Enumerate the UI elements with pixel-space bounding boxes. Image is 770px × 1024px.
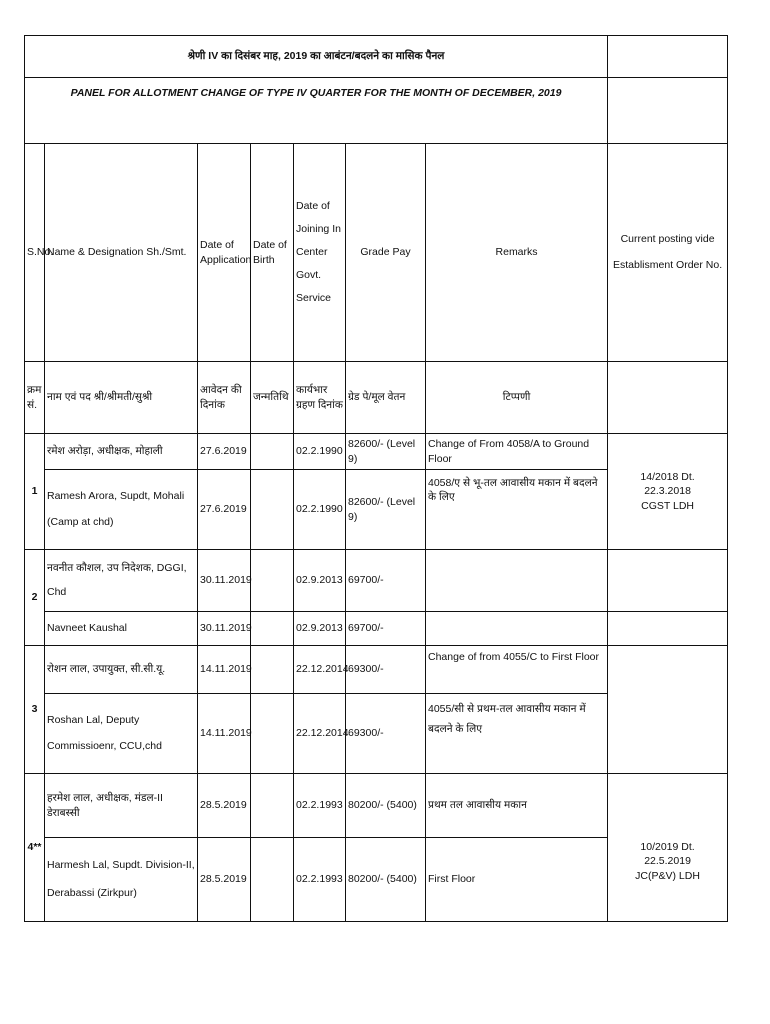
entry-name-hindi: रमेश अरोड़ा, अधीक्षक, मोहाली xyxy=(45,434,198,470)
header-hindi-date-joining: कार्यभार ग्रहण दिनांक xyxy=(294,362,346,434)
entry-date-birth xyxy=(251,694,294,774)
entry-name-hindi xyxy=(45,550,198,612)
entry-name-english xyxy=(45,694,198,774)
header-row-english xyxy=(25,144,728,362)
table-row xyxy=(25,550,728,612)
entry-sno: 1 xyxy=(25,434,45,550)
allotment-panel-sheet xyxy=(24,35,728,922)
posting-date: 22.3.2018 xyxy=(644,485,691,498)
entry-date-birth xyxy=(251,838,294,922)
header-date-application: Date of Application xyxy=(198,144,251,362)
entry-remarks-hindi: 4055/सी से प्रथम-तल आवासीय मकान में बदलने के लिए xyxy=(426,694,608,774)
header-hindi-date-application: आवेदन की दिनांक xyxy=(198,362,251,434)
posting-office: CGST LDH xyxy=(641,499,695,512)
entry-sno: 2 xyxy=(25,550,45,646)
entry-date-joining: 02.2.1990 xyxy=(294,470,346,550)
entry-grade-pay: 69300/- xyxy=(346,646,426,694)
entry-name-line: Chd xyxy=(47,585,67,598)
entry-remarks-english: Change of from 4055/C to First Floor xyxy=(426,646,608,694)
entry-date-birth xyxy=(251,612,294,646)
entry-remarks-hindi: 4058/ए से भू-तल आवासीय मकान में बदलने के लिए xyxy=(426,470,608,550)
entry-name-line: Roshan Lal, Deputy xyxy=(47,714,140,727)
entry-grade-pay: 69700/- xyxy=(346,550,426,612)
entry-grade-pay: 69700/- xyxy=(346,612,426,646)
entry-date-joining: 02.2.1990 xyxy=(294,434,346,470)
header-sno: S.No. xyxy=(25,144,45,362)
entry-name-line: Commissioenr, CCU,chd xyxy=(47,739,162,752)
entry-remarks-hindi: प्रथम तल आवासीय मकान xyxy=(426,774,608,838)
entry-name-line: (Camp at chd) xyxy=(47,515,114,528)
posting-date: 22.5.2019 xyxy=(644,855,691,868)
entry-date-birth xyxy=(251,646,294,694)
header-name: Name & Designation Sh./Smt. xyxy=(45,144,198,362)
entry-posting xyxy=(608,774,728,922)
entry-remarks xyxy=(426,550,608,612)
header-current-posting: Current posting vide Establisment Order No. xyxy=(608,144,728,362)
header-hindi-grade-pay: ग्रेड पे/मूल वेतन xyxy=(346,362,426,434)
entry-date-birth xyxy=(251,774,294,838)
entry-date-joining: 02.2.1993 xyxy=(294,774,346,838)
header-hindi-date-birth: जन्मतिथि xyxy=(251,362,294,434)
entry-name-hindi: हरमेश लाल, अधीक्षक, मंडल-II डेराबस्सी xyxy=(45,774,198,838)
table-row xyxy=(25,774,728,838)
posting-order-no: 10/2019 Dt. xyxy=(640,841,695,854)
entry-name-line: Derabassi (Zirkpur) xyxy=(47,886,137,899)
entry-date-birth xyxy=(251,434,294,470)
entry-grade-pay: 82600/- (Level 9) xyxy=(346,434,426,470)
entry-name-line: नवनीत कौशल, उप निदेशक, DGGI, xyxy=(47,562,187,575)
posting-office: JC(P&V) LDH xyxy=(635,869,700,882)
title-side-cell xyxy=(608,36,728,78)
entry-date-joining: 02.9.2013 xyxy=(294,550,346,612)
entry-posting xyxy=(608,646,728,774)
entry-name-line: Ramesh Arora, Supdt, Mohali xyxy=(47,490,185,503)
title-row-hindi xyxy=(25,36,728,78)
header-remarks: Remarks xyxy=(426,144,608,362)
entry-date-joining: 02.9.2013 xyxy=(294,612,346,646)
entry-date-birth xyxy=(251,470,294,550)
entry-date-application: 27.6.2019 xyxy=(198,470,251,550)
entry-grade-pay: 80200/- (5400) xyxy=(346,838,426,922)
entry-remarks xyxy=(426,612,608,646)
allotment-panel-table xyxy=(24,35,728,922)
entry-posting xyxy=(608,612,728,646)
entry-date-joining: 22.12.2014 xyxy=(294,646,346,694)
entry-date-application: 28.5.2019 xyxy=(198,774,251,838)
entry-posting xyxy=(608,550,728,612)
title-hindi: श्रेणी IV का दिसंबर माह, 2019 का आबंटन/बदलने का मासिक पैनल xyxy=(25,36,608,78)
entry-posting xyxy=(608,434,728,550)
header-date-joining: Date of Joining In Center Govt. Service xyxy=(294,144,346,362)
table-row xyxy=(25,434,728,470)
entry-grade-pay: 82600/- (Level 9) xyxy=(346,470,426,550)
entry-sno: 3 xyxy=(25,646,45,774)
title-side-cell xyxy=(608,78,728,144)
entry-date-application: 30.11.2019 xyxy=(198,612,251,646)
table-row xyxy=(25,612,728,646)
entry-remarks-english: First Floor xyxy=(426,838,608,922)
entry-date-application: 27.6.2019 xyxy=(198,434,251,470)
entry-date-application: 28.5.2019 xyxy=(198,838,251,922)
header-hindi-remarks: टिप्पणी xyxy=(426,362,608,434)
entry-date-application: 14.11.2019 xyxy=(198,646,251,694)
entry-name-english xyxy=(45,470,198,550)
entry-name-english: Navneet Kaushal xyxy=(45,612,198,646)
entry-grade-pay: 80200/- (5400) xyxy=(346,774,426,838)
entry-name-hindi: रोशन लाल, उपायुक्त, सी.सी.यू. xyxy=(45,646,198,694)
entry-remarks-english: Change of From 4058/A to Ground Floor xyxy=(426,434,608,470)
entry-date-joining: 02.2.1993 xyxy=(294,838,346,922)
posting-order-no: 14/2018 Dt. xyxy=(640,471,695,484)
entry-sno: 4** xyxy=(25,774,45,922)
entry-date-joining: 22.12.2014 xyxy=(294,694,346,774)
entry-date-birth xyxy=(251,550,294,612)
header-hindi-name: नाम एवं पद श्री/श्रीमती/सुश्री xyxy=(45,362,198,434)
header-row-hindi xyxy=(25,362,728,434)
entry-name-english xyxy=(45,838,198,922)
header-date-birth: Date of Birth xyxy=(251,144,294,362)
table-row xyxy=(25,646,728,694)
entry-grade-pay: 69300/- xyxy=(346,694,426,774)
header-grade-pay: Grade Pay xyxy=(346,144,426,362)
title-row-english xyxy=(25,78,728,144)
entry-date-application: 14.11.2019 xyxy=(198,694,251,774)
entry-name-line: Harmesh Lal, Supdt. Division-II, xyxy=(47,859,195,872)
header-hindi-sno: क्रम सं. xyxy=(25,362,45,434)
header-hindi-posting xyxy=(608,362,728,434)
title-english: PANEL FOR ALLOTMENT CHANGE OF TYPE IV QUARTER FOR THE MONTH OF DECEMBER, 2019 xyxy=(25,78,608,144)
entry-date-application: 30.11.2019 xyxy=(198,550,251,612)
